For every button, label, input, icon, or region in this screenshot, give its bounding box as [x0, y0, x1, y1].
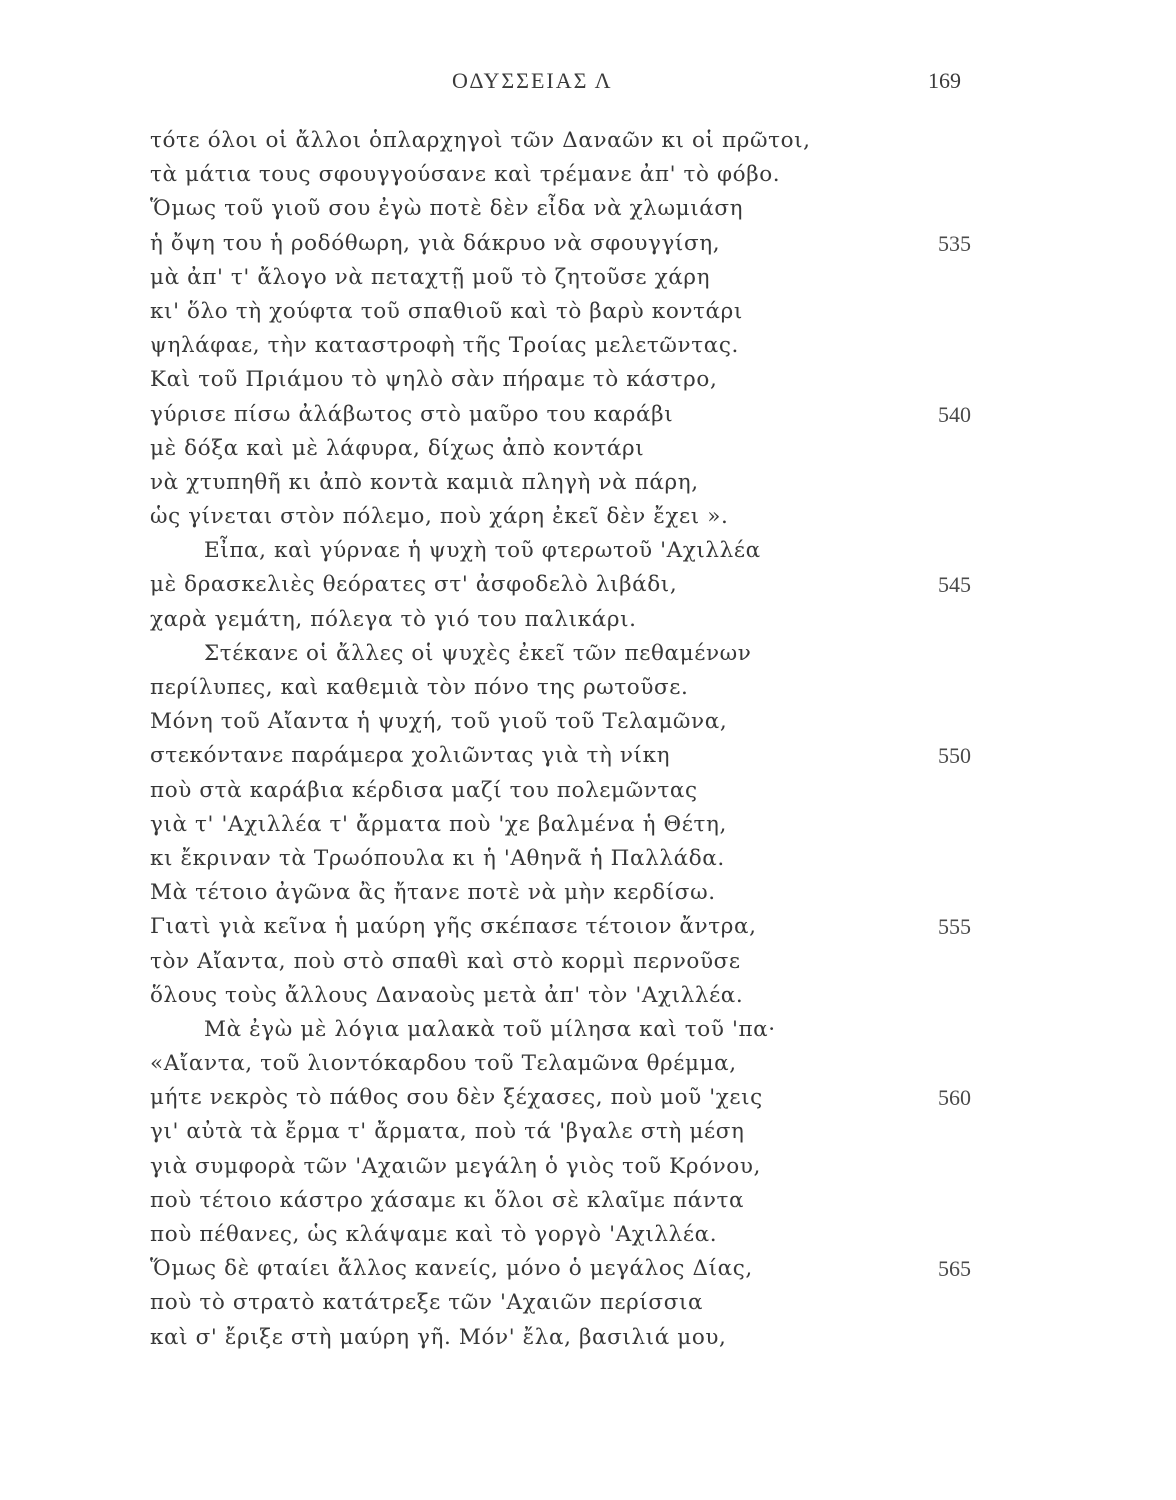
- verse-text: νὰ χτυπηθῆ κι ἀπὸ κοντὰ καμιὰ πληγὴ νὰ πάρη,: [150, 469, 699, 495]
- verse-text: Εἶπα, καὶ γύρναε ἡ ψυχὴ τοῦ φτερωτοῦ 'Αχιλλέα: [204, 538, 761, 564]
- verse-line: [0, 637, 1176, 671]
- poem-text: [0, 124, 1176, 1355]
- verse-text: τὰ μάτια τους σφουγγούσανε καὶ τρέμανε ἀπ' τὸ φόβο.: [150, 162, 781, 188]
- verse-line: [0, 945, 1176, 979]
- verse-line: [0, 842, 1176, 876]
- page-number: 169: [928, 68, 961, 93]
- running-title: ΟΔΥΣΣΕΙΑΣ Λ: [452, 68, 613, 93]
- verse-line: [0, 124, 1176, 158]
- verse-text: ποὺ πέθανες, ὡς κλάψαμε καὶ τὸ γοργὸ 'Αχιλλέα.: [150, 1222, 718, 1247]
- verse-line: [0, 1252, 1176, 1286]
- verse-line: [0, 363, 1176, 397]
- line-number: 555: [938, 914, 971, 940]
- verse-text: ποὺ στὰ καράβια κέρδισα μαζί του πολεμῶντας: [150, 777, 698, 803]
- verse-text: μὲ δόξα καὶ μὲ λάφυρα, δίχως ἀπὸ κοντάρι: [150, 435, 645, 461]
- verse-line: [0, 979, 1176, 1013]
- verse-text: περίλυπες, καὶ καθεμιὰ τὸν πόνο της ρωτοῦσε.: [150, 675, 689, 700]
- verse-line: [0, 398, 1176, 432]
- line-number: 565: [938, 1256, 971, 1282]
- verse-text: τότε όλοι οἱ ἄλλοι ὁπλαρχηγοὶ τῶν Δαναῶν κι οἱ πρῶτοι,: [150, 128, 811, 153]
- verse-line: [0, 1081, 1176, 1115]
- verse-text: ὡς γίνεται στὸν πόλεμο, ποὺ χάρη ἐκεῖ δὲν ἔχει ».: [150, 504, 729, 530]
- verse-text: Στέκανε οἱ ἄλλες οἱ ψυχὲς ἐκεῖ τῶν πεθαμένων: [204, 640, 752, 666]
- verse-line: [0, 1115, 1176, 1149]
- verse-line: [0, 192, 1176, 226]
- verse-line: [0, 774, 1176, 808]
- verse-text: Μὰ τέτοιο ἀγῶνα ἂς ἤτανε ποτὲ νὰ μὴν κερδίσω.: [150, 880, 716, 906]
- verse-line: [0, 329, 1176, 363]
- verse-text: τὸν Αἴαντα, ποὺ στὸ σπαθὶ καὶ στὸ κορμὶ περνοῦσε: [150, 948, 741, 974]
- verse-text: καὶ σ' ἔριξε στὴ μαύρη γῆ. Μόν' ἔλα, βασιλιά μου,: [150, 1324, 727, 1350]
- verse-line: [0, 500, 1176, 534]
- verse-text: μήτε νεκρὸς τὸ πάθος σου δὲν ξέχασες, ποὺ μοῦ 'χεις: [150, 1085, 763, 1111]
- line-number: 535: [938, 230, 971, 256]
- verse-text: ἡ ὄψη του ἡ ροδόθωρη, γιὰ δάκρυο νὰ σφουγγίση,: [150, 230, 721, 256]
- verse-text: μὰ ἀπ' τ' ἄλογο νὰ πεταχτῇ μοῦ τὸ ζητοῦσε χάρη: [150, 264, 711, 290]
- verse-line: [0, 158, 1176, 192]
- verse-line: [0, 739, 1176, 773]
- line-number: 550: [938, 743, 971, 769]
- verse-line: [0, 705, 1176, 739]
- verse-line: [0, 1047, 1176, 1081]
- verse-text: Ὅμως δὲ φταίει ἄλλος κανείς, μόνο ὁ μεγάλος Δίας,: [150, 1256, 753, 1282]
- verse-line: [0, 227, 1176, 261]
- page-header: [0, 64, 1176, 104]
- verse-text: γι' αὐτὰ τὰ ἔρμα τ' ἄρματα, ποὺ τά 'βγαλε στὴ μέση: [150, 1119, 745, 1145]
- verse-line: [0, 876, 1176, 910]
- verse-line: [0, 1150, 1176, 1184]
- verse-text: γύρισε πίσω ἀλάβωτος στὸ μαῦρο του καράβι: [150, 401, 674, 427]
- verse-line: [0, 1218, 1176, 1252]
- verse-text: Καὶ τοῦ Πριάμου τὸ ψηλὸ σὰν πήραμε τὸ κάστρο,: [150, 367, 718, 393]
- verse-text: στεκόντανε παράμερα χολιῶντας γιὰ τὴ νίκη: [150, 743, 671, 769]
- verse-line: [0, 568, 1176, 602]
- verse-text: Γιατὶ γιὰ κεῖνα ἡ μαύρη γῆς σκέπασε τέτοιον ἄντρα,: [150, 914, 757, 940]
- verse-line: [0, 1321, 1176, 1355]
- verse-text: ψηλάφαε, τὴν καταστροφὴ τῆς Τροίας μελετῶντας.: [150, 333, 739, 359]
- verse-line: [0, 466, 1176, 500]
- verse-text: Μόνη τοῦ Αἴαντα ἡ ψυχή, τοῦ γιοῦ τοῦ Τελαμῶνα,: [150, 709, 728, 735]
- line-number: 560: [938, 1085, 971, 1111]
- verse-text: μὲ δρασκελιὲς θεόρατες στ' ἀσφοδελὸ λιβάδι,: [150, 572, 678, 598]
- verse-text: κι ἔκριναν τὰ Τρωόπουλα κι ἡ 'Αθηνᾶ ἡ Παλλάδα.: [150, 845, 725, 871]
- verse-line: [0, 671, 1176, 705]
- verse-line: [0, 295, 1176, 329]
- verse-line: [0, 534, 1176, 568]
- verse-text: χαρὰ γεμάτη, πόλεγα τὸ γιό του παλικάρι.: [150, 606, 637, 632]
- verse-line: [0, 603, 1176, 637]
- verse-text: ὅλους τοὺς ἄλλους Δαναοὺς μετὰ ἀπ' τὸν 'Αχιλλέα.: [150, 982, 744, 1008]
- line-number: 545: [938, 572, 971, 598]
- line-number: 540: [938, 401, 971, 427]
- verse-line: [0, 261, 1176, 295]
- verse-line: [0, 910, 1176, 944]
- verse-line: [0, 1286, 1176, 1320]
- verse-text: κι' ὅλο τὴ χούφτα τοῦ σπαθιοῦ καὶ τὸ βαρὺ κοντάρι: [150, 298, 743, 324]
- verse-text: γιὰ συμφορὰ τῶν 'Αχαιῶν μεγάλη ὁ γιὸς τοῦ Κρόνου,: [150, 1153, 761, 1179]
- verse-text: γιὰ τ' 'Αχιλλέα τ' ἄρματα ποὺ 'χε βαλμένα ἡ Θέτη,: [150, 811, 727, 837]
- verse-line: [0, 808, 1176, 842]
- verse-text: Μὰ ἐγὼ μὲ λόγια μαλακὰ τοῦ μίλησα καὶ τοῦ 'πα·: [204, 1016, 776, 1042]
- verse-line: [0, 1184, 1176, 1218]
- verse-text: ποὺ τὸ στρατὸ κατάτρεξε τῶν 'Αχαιῶν περίσσια: [150, 1290, 704, 1316]
- verse-text: «Αἴαντα, τοῦ λιοντόκαρδου τοῦ Τελαμῶνα θρέμμα,: [150, 1051, 737, 1077]
- verse-text: ποὺ τέτοιο κάστρο χάσαμε κι ὅλοι σὲ κλαῖμε πάντα: [150, 1187, 745, 1213]
- verse-text: Ὅμως τοῦ γιοῦ σου ἐγὼ ποτὲ δὲν εἶδα νὰ χλωμιάση: [150, 196, 744, 222]
- verse-line: [0, 432, 1176, 466]
- verse-line: [0, 1013, 1176, 1047]
